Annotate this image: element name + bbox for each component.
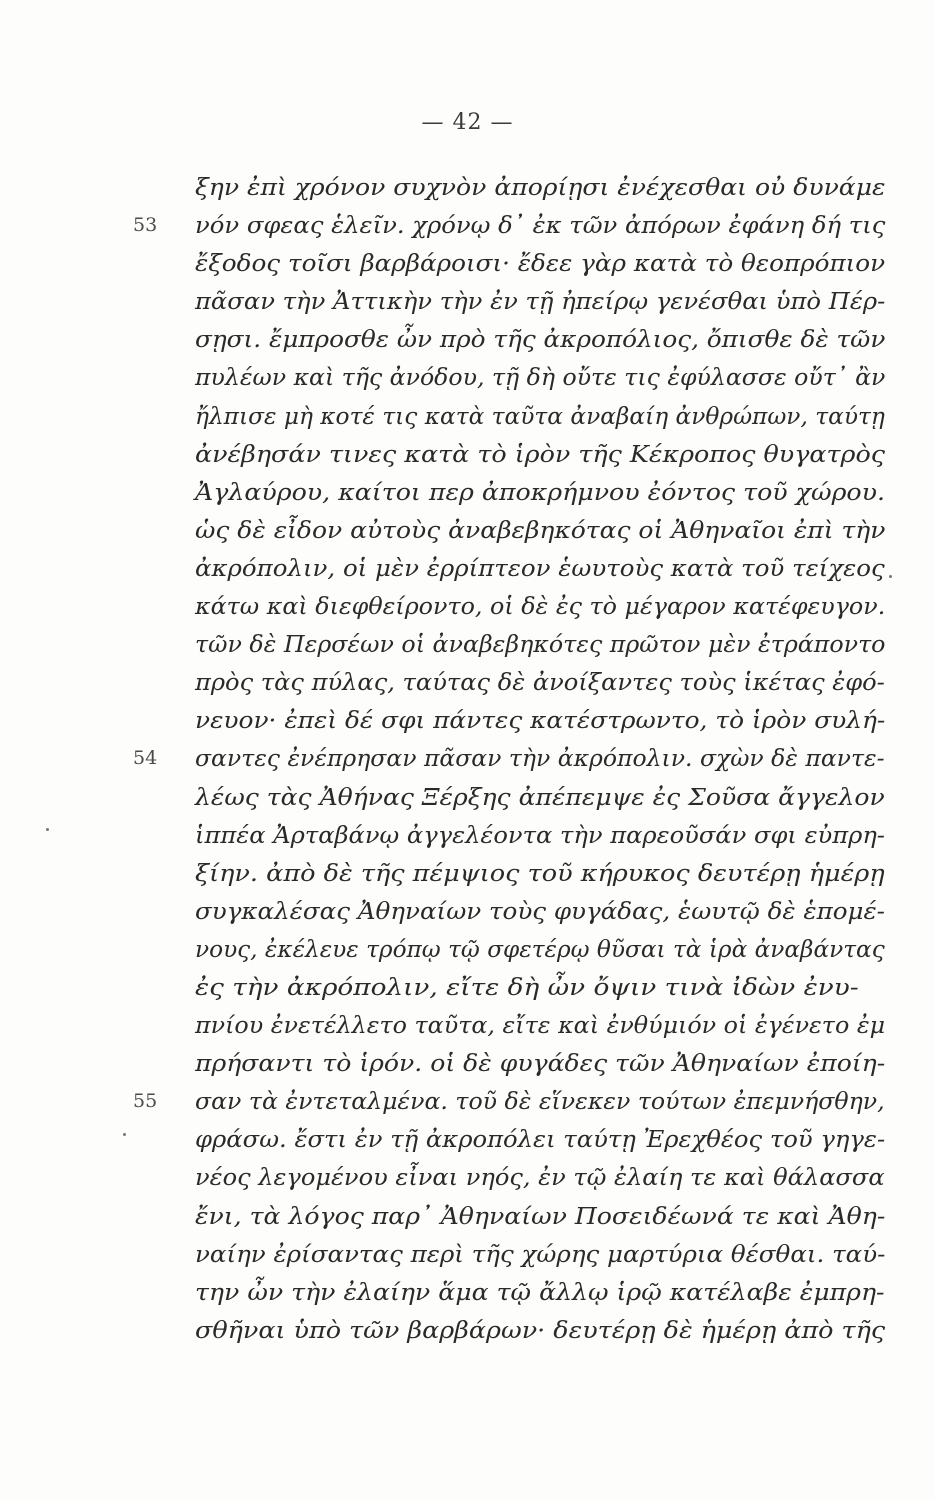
- text-line: [195, 625, 885, 663]
- line-text: Ἀγλαύρου, καίτοι περ ἀποκρήμνου ἐόντος τοῦ χώρου.: [195, 477, 886, 506]
- text-line: [195, 701, 885, 739]
- line-text: πυλέων καὶ τῆς ἀνόδου, τῇ δὴ οὔτε τις ἐφύλασσε οὔτ᾽ ἂν: [195, 363, 886, 392]
- text-line: [195, 435, 885, 473]
- text-line: [195, 778, 885, 816]
- line-text: ὡς δὲ εἶδον αὐτοὺς ἀναβεβηκότας οἱ Ἀθηναῖοι ἐπὶ τὴν: [195, 515, 886, 544]
- body-text: [133, 168, 886, 1349]
- text-line: [195, 854, 885, 892]
- text-line: [195, 473, 885, 511]
- line-text: ναίην ἐρίσαντας περὶ τῆς χώρης μαρτύρια θέσθαι. ταύ-: [195, 1239, 886, 1268]
- line-text: πρήσαντι τὸ ἱρόν. οἱ δὲ φυγάδες τῶν Ἀθηναίων ἐποίη-: [195, 1049, 886, 1078]
- line-text: νευον· ἐπεὶ δέ σφι πάντες κατέστρωντο, τὸ ἱρὸν συλή-: [195, 706, 886, 735]
- line-text: λέως τὰς Ἀθήνας Ξέρξης ἀπέπεμψε ἐς Σοῦσα ἄγγελον: [195, 782, 885, 811]
- text-line: [195, 244, 885, 282]
- line-text: πᾶσαν τὴν Ἀττικὴν τὴν ἐν τῇ ἠπείρῳ γενέσθαι ὑπὸ Πέρ-: [195, 287, 886, 316]
- text-line: [195, 549, 885, 587]
- text-line: [195, 892, 885, 930]
- text-line: [133, 1082, 885, 1120]
- text-line: [195, 1158, 885, 1196]
- line-text: νέος λεγομένου εἶναι νηός, ἐν τῷ ἐλαίη τε καὶ θάλασσα: [195, 1163, 885, 1192]
- text-line: [195, 1273, 885, 1311]
- page-number: — 42 —: [421, 110, 514, 135]
- line-text: συγκαλέσας Ἀθηναίων τοὺς φυγάδας, ἑωυτῷ δὲ ἑπομέ-: [195, 896, 885, 925]
- section-number: 55: [133, 1090, 158, 1113]
- line-text: την ὦν τὴν ἐλαίην ἅμα τῷ ἄλλῳ ἱρῷ κατέλαβε ἐμπρη-: [195, 1277, 885, 1306]
- text-line: [195, 587, 885, 625]
- line-text: ἤλπισε μὴ κοτέ τις κατὰ ταῦτα ἀναβαίη ἀνθρώπων, ταύτῃ: [195, 401, 885, 430]
- line-text: πρὸς τὰς πύλας, ταύτας δὲ ἀνοίξαντες τοὺς ἱκέτας ἐφό-: [195, 668, 885, 697]
- text-line: [195, 397, 885, 435]
- section-number: 54: [133, 747, 158, 770]
- text-line: [195, 511, 885, 549]
- text-line: [195, 663, 885, 701]
- line-text: τῶν δὲ Περσέων οἱ ἀναβεβηκότες πρῶτον μὲν ἐτράποντο: [195, 630, 886, 659]
- line-text: νους, ἐκέλευε τρόπῳ τῷ σφετέρῳ θῦσαι τὰ ἱρὰ ἀναβάντας: [195, 934, 885, 963]
- text-line: [195, 1197, 885, 1235]
- text-line: [195, 968, 885, 1006]
- line-text: σαν τὰ ἐντεταλμένα. τοῦ δὲ εἵνεκεν τούτων ἐπεμνήσθην,: [195, 1087, 885, 1116]
- text-line: [195, 816, 885, 854]
- line-text: κάτω καὶ διεφθείροντο, οἱ δὲ ἐς τὸ μέγαρον κατέφευγον.: [195, 592, 886, 621]
- text-line: [195, 358, 885, 396]
- section-number: 53: [133, 214, 158, 237]
- text-line: [195, 1006, 885, 1044]
- text-line: [195, 930, 885, 968]
- text-line: [195, 1235, 885, 1273]
- line-text: πνίου ἐνετέλλετο ταῦτα, εἴτε καὶ ἐνθύμιόν οἱ ἐγένετο ἐμ: [195, 1011, 886, 1040]
- text-line: [133, 206, 886, 244]
- text-line: [195, 1044, 885, 1082]
- line-text: ἐς τὴν ἀκρόπολιν, εἴτε δὴ ὦν ὄψιν τινὰ ἰδὼν ἐνυ-: [195, 972, 859, 1001]
- line-text: ἔνι, τὰ λόγος παρ᾽ Ἀθηναίων Ποσειδέωνά τε καὶ Ἀθη-: [195, 1201, 886, 1230]
- line-text: ἀκρόπολιν, οἱ μὲν ἐρρίπτεον ἑωυτοὺς κατὰ τοῦ τείχεος: [195, 553, 885, 582]
- line-text: ξην ἐπὶ χρόνον συχνὸν ἀπορίῃσι ἐνέχεσθαι οὐ δυνάμε: [195, 173, 886, 201]
- line-text: νόν σφεας ἑλεῖν. χρόνῳ δ᾽ ἐκ τῶν ἀπόρων ἐφάνη δή τις: [195, 211, 886, 240]
- text-line: [133, 739, 885, 777]
- line-text: ξίην. ἀπὸ δὲ τῆς πέμψιος τοῦ κήρυκος δευτέρῃ ἡμέρῃ: [195, 858, 885, 887]
- paper-speck: [889, 575, 892, 578]
- text-line: [195, 282, 885, 320]
- line-text: φράσω. ἔστι ἐν τῇ ἀκροπόλει ταύτῃ Ἐρεχθέος τοῦ γηγε-: [195, 1125, 886, 1154]
- line-text: σαντες ἐνέπρησαν πᾶσαν τὴν ἀκρόπολιν. σχὼν δὲ παντε-: [195, 744, 885, 773]
- line-text: ἀνέβησάν τινες κατὰ τὸ ἱρὸν τῆς Κέκροπος θυγατρὸς: [195, 439, 885, 468]
- line-text: σῃσι. ἔμπροσθε ὦν πρὸ τῆς ἀκροπόλιος, ὄπισθε δὲ τῶν: [195, 325, 886, 354]
- text-line: [195, 1311, 885, 1349]
- line-text: σθῆναι ὑπὸ τῶν βαρβάρων· δευτέρῃ δὲ ἡμέρῃ ἀπὸ τῆς: [195, 1315, 886, 1344]
- paper-speck: [123, 1133, 126, 1136]
- line-text: ἱππέα Ἀρταβάνῳ ἀγγελέοντα τὴν παρεοῦσάν σφι εὐπρη-: [195, 820, 885, 849]
- text-line: [195, 1120, 885, 1158]
- text-line: [195, 168, 885, 206]
- text-line: [195, 320, 885, 358]
- paper-speck: [46, 828, 49, 831]
- line-text: ἔξοδος τοῖσι βαρβάροισι· ἔδεε γὰρ κατὰ τὸ θεοπρόπιον: [195, 249, 886, 278]
